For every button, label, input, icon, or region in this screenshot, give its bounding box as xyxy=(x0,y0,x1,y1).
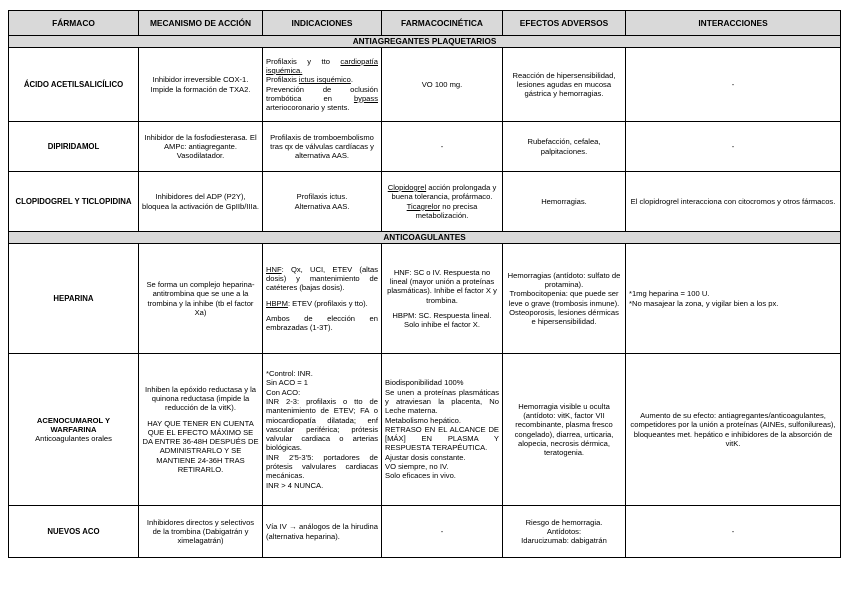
section-row-anticoagulantes xyxy=(9,232,841,244)
pharmacokinetics-heparina: HNF: SC o IV. Respuesta no lineal (mayor unión a proteínas plasmáticas). Inhibe el factor X y trombina. HBPM: SC. Respuesta lineal. Solo inhibe el factor X. xyxy=(382,244,503,354)
indications-dipiridamol: Profilaxis de tromboembolismo tras qx de válvulas cardíacas y alternativa AAS. xyxy=(263,122,382,172)
header-mecanismo: MECANISMO DE ACCIÓN xyxy=(139,11,263,36)
table-row-clopidogrel xyxy=(9,172,841,232)
adverse-effects-heparina: Hemorragias (antídoto: sulfato de protamina). Trombocitopenia: que puede ser leve o grave (trombosis inmune). Osteoporosis, lesiones dérmicas e hipersensibilidad. xyxy=(503,244,626,354)
adverse-effects-dipiridamol: Rubefacción, cefalea, palpitaciones. xyxy=(503,122,626,172)
header-interacciones: INTERACCIONES xyxy=(626,11,841,36)
mechanism-aas: Inhibidor irreversible COX-1. Impide la formación de TXA2. xyxy=(139,48,263,122)
pharmacokinetics-dipiridamol: - xyxy=(382,122,503,172)
header-indicaciones: INDICACIONES xyxy=(263,11,382,36)
mechanism-heparina: Se forma un complejo heparina-antitrombina que se une a la trombina y la inhibe (tb el factor Xa) xyxy=(139,244,263,354)
drug-name-nuevos-aco: NUEVOS ACO xyxy=(9,506,139,558)
adverse-effects-clopidogrel: Hemorragias. xyxy=(503,172,626,232)
indications-heparina: HNF: Qx, UCI, ETEV (altas dosis) y mantenimiento de catéteres (bajas dosis). HBPM: ETEV (profilaxis y tto). Ambos de elección en embrazadas (1-3T). xyxy=(263,244,382,354)
drug-name-heparina: HEPARINA xyxy=(9,244,139,354)
drug-name-acenocumarol: ACENOCUMAROL Y WARFARINA Anticoagulantes orales xyxy=(9,354,139,506)
section-title-antiagregantes: ANTIAGREGANTES PLAQUETARIOS xyxy=(9,36,841,48)
table-row-nuevos-aco xyxy=(9,506,841,558)
indications-clopidogrel: Profilaxis ictus. Alternativa AAS. xyxy=(263,172,382,232)
table-row-heparina xyxy=(9,244,841,354)
drug-name-clopidogrel: CLOPIDOGREL Y TICLOPIDINA xyxy=(9,172,139,232)
table-row-acenocumarol xyxy=(9,354,841,506)
mechanism-acenocumarol: Inhiben la epóxido reductasa y la quinona reductasa (impide la reducción de la vitK). HAY QUE TENER EN CUENTA QUE EL EFECTO MÁXIMO SE DA ENTRE 36-48H DESPUÉS DE ADMINISTRARLO Y SE MANTIENE 24-36H TRAS RETIRARLO. xyxy=(139,354,263,506)
drug-name-aas: ÁCIDO ACETILSALICÍLICO xyxy=(9,48,139,122)
interactions-heparina: *1mg heparina = 100 U. *No masajear la zona, y vigilar bien a los px. xyxy=(626,244,841,354)
pharmacokinetics-nuevos-aco: - xyxy=(382,506,503,558)
header-efectos-adversos: EFECTOS ADVERSOS xyxy=(503,11,626,36)
adverse-effects-aas: Reacción de hipersensibilidad, lesiones agudas en mucosa gástrica y hemorragias. xyxy=(503,48,626,122)
section-row-antiagregantes xyxy=(9,36,841,48)
adverse-effects-acenocumarol: Hemorragia visible u oculta (antídoto: vitK, factor VII recombinante, plasma fresco congelado), diarrea, urticaria, alopecia, necrosis dérmica, teratogenia. xyxy=(503,354,626,506)
table-row-aas xyxy=(9,48,841,122)
pharmacokinetics-aas: VO 100 mg. xyxy=(382,48,503,122)
mechanism-dipiridamol: Inhibidor de la fosfodiesterasa. El AMPc: antiagregante. Vasodilatador. xyxy=(139,122,263,172)
section-title-anticoagulantes: ANTICOAGULANTES xyxy=(9,232,841,244)
header-row xyxy=(9,11,841,36)
mechanism-clopidogrel: Inhibidores del ADP (P2Y), bloquea la activación de GpIIb/IIIa. xyxy=(139,172,263,232)
pharmacokinetics-clopidogrel: Clopidogrel acción prolongada y buena tolerancia, profármaco. Ticagrelor no precisa metabolización. xyxy=(382,172,503,232)
header-farmaco: FÁRMACO xyxy=(9,11,139,36)
interactions-aas: - xyxy=(626,48,841,122)
indications-acenocumarol: *Control: INR. Sin ACO = 1 Con ACO: INR 2-3: profilaxis o tto de mantenimiento de ETEV; FA o miocardiopatía dilatada; enf vascular periférica; prótesis valvular cardiaca o arterias biológicas. INR 2'5-3'5: portadores de prótesis valvulares cardiacas mecánicas. INR > 4 NUNCA. xyxy=(263,354,382,506)
mechanism-nuevos-aco: Inhibidores directos y selectivos de la trombina (Dabigatrán y ximelagatrán) xyxy=(139,506,263,558)
indications-aas: Profilaxis y tto cardiopatía isquémica. Profilaxis ictus isquémico. Prevención de oclusión trombótica en bypass arteriocoronario y stents. xyxy=(263,48,382,122)
adverse-effects-nuevos-aco: Riesgo de hemorragia. Antídotos: Idarucizumab: dabigatrán xyxy=(503,506,626,558)
interactions-nuevos-aco: - xyxy=(626,506,841,558)
interactions-dipiridamol: - xyxy=(626,122,841,172)
interactions-clopidogrel: El clopidrogrel interacciona con citocromos y otros fármacos. xyxy=(626,172,841,232)
interactions-acenocumarol: Aumento de su efecto: antiagregantes/anticoagulantes, competidores por la unión a proteínas (AINEs, sulfonilureas), bloqueantes met. hepático e inhibidores de la absorción de vitK. xyxy=(626,354,841,506)
header-farmacocinetica: FARMACOCINÉTICA xyxy=(382,11,503,36)
drug-table xyxy=(8,10,841,558)
indications-nuevos-aco: Vía IV → análogos de la hirudina (alternativa heparina). xyxy=(263,506,382,558)
drug-name-dipiridamol: DIPIRIDAMOL xyxy=(9,122,139,172)
table-row-dipiridamol xyxy=(9,122,841,172)
pharmacokinetics-acenocumarol: Biodisponibilidad 100% Se unen a proteínas plasmáticas y atraviesan la placenta, No Leche materna. Metabolismo hepático. RETRASO EN EL ALCANCE DE [MÁX] EN PLASMA Y RESPUESTA TERAPÉUTICA. Ajustar dosis constante. VO siempre, no IV. Solo eficaces in vivo. xyxy=(382,354,503,506)
